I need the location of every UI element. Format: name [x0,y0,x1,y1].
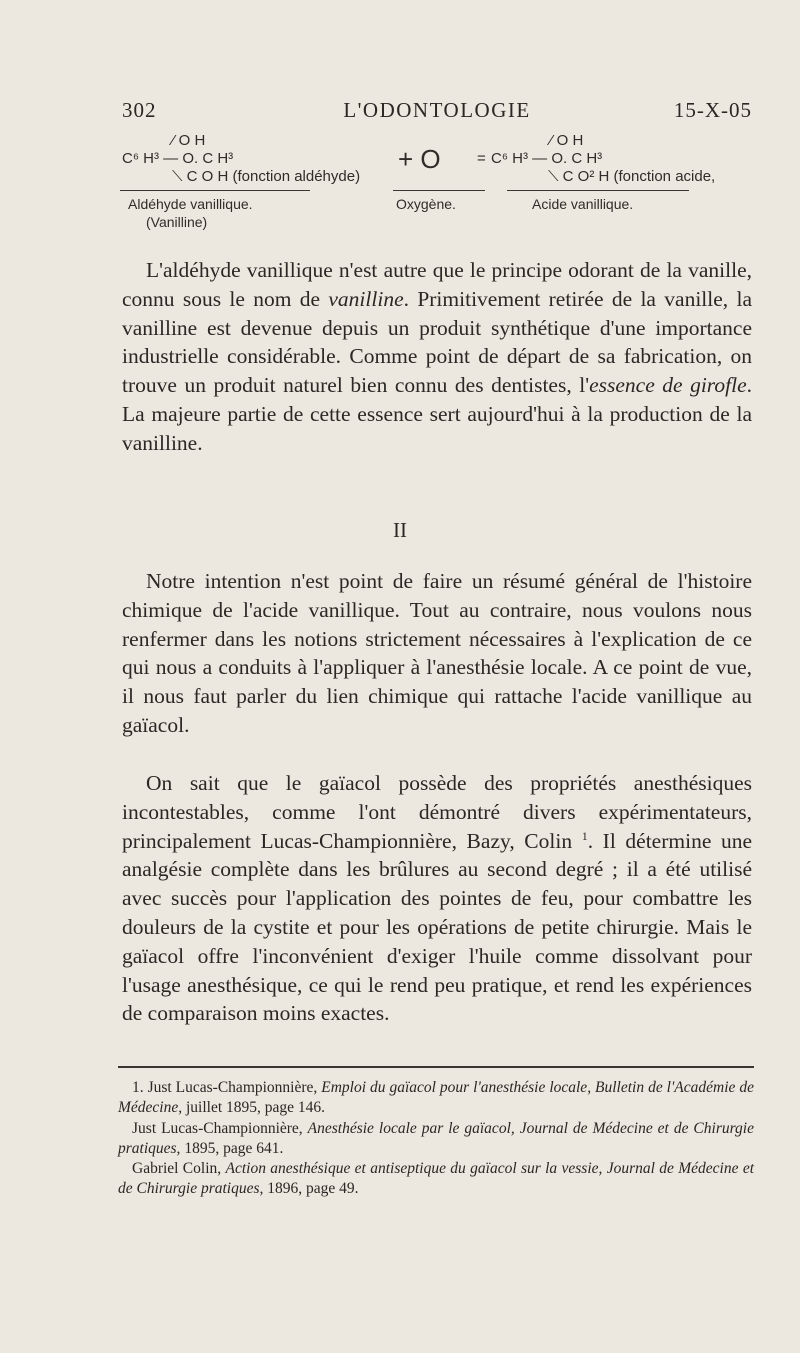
paragraph-gaiacol: On sait que le gaïacol possède des propriétés anesthésiques incontestables, comme l'ont démontré divers expérimentateurs, principalement Lucas-Championnière, Bazy, Colin $^1$. Il détermine une analgésie complète dans les brûlures au second degré ; il a été utilisé avec succès pour l'application des pointes de feu, pour combattre les douleurs de la cystite et pour les opérations de petite chirurgie. Mais le gaïacol offre l'inconvénient d'exiger l'huile comme dissolvant pour l'usage anesthésique, ce qui le rend peu pratique, et rend les expériences de comparaison moins exactes. [122,771,752,1026]
right-underline [507,190,689,191]
right-formula: C⁶ H³ — O. C H³ [491,150,603,167]
footnotes [118,1078,754,1200]
chemical-equation [0,0,800,270]
plus-oxygen: + O [398,144,441,174]
label-acid: Acide vanillique. [532,196,634,212]
footnote-ref: 1 [581,828,588,843]
footnote-2: Just Lucas-Championnière, Anesthésie locale par le gaïacol, Journal de Médecine et de Chirurgie pratiques, 1895, page 641. [118,1119,754,1157]
page-number: 302 [122,98,157,122]
label-aldehyde: Aldéhyde vanillique. [128,196,253,212]
footnote-3: Gabriel Colin, Action anesthésique et antiseptique du gaïacol sur la vessie, Journal de Médecine et de Chirurgie pratiques, 1896, page 49. [118,1160,754,1198]
section-number: II [393,518,407,542]
left-underline [120,190,310,191]
label-oxygen: Oxygène. [396,196,456,212]
term-vanilline: vanilline [328,286,404,311]
paragraph-intention: Notre intention n'est point de faire un résumé général de l'histoire chimique de l'acide vanillique. Tout au contraire, nous voulons nous renfermer dans les notions strictement nécessaires à l'explication de ce qui nous a conduits à l'appliquer à l'anesthésie locale. A ce point de vue, il nous faut parler du lien chimique qui rattache l'acide vanillique au gaïacol. [122,569,752,737]
left-oh-group: ⁄ O H [172,132,206,149]
journal-title: L'ODONTOLOGIE [343,98,531,122]
footnote-separator [118,1066,754,1068]
right-acid-group: ⟍ C O² H (fonction acide, [548,168,716,185]
equals-sign: = [477,150,486,167]
footnote-1: 1. Just Lucas-Championnière, Emploi du gaïacol pour l'anesthésie locale, Bulletin de l'Académie de Médecine, juillet 1895, page 146. [118,1079,754,1117]
middle-underline [393,190,485,191]
right-oh-group: ⁄ O H [550,132,584,149]
label-vanilline: (Vanilline) [146,214,208,230]
paragraph-vanilline: L'aldéhyde vanillique n'est autre que le principe odorant de la vanille, connu sous le nom de vanilline. Primitivement retirée de la vanille, la vanilline est devenue depuis un produit synthétique d'une importance industrielle considérable. Comme point de départ de sa fabrication, on trouve un produit naturel bien connu des dentistes, l'essence de girofle. La majeure partie de cette essence sert aujourd'hui à la production de la vanilline. [122,258,752,455]
term-essence-de-girofle: essence de girofle [589,373,747,398]
left-formula: C⁶ H³ — O. C H³ [122,150,234,167]
left-aldehyde-group: ⟍ C O H (fonction aldéhyde) [172,168,361,185]
issue-date: 15-X-05 [673,98,752,122]
